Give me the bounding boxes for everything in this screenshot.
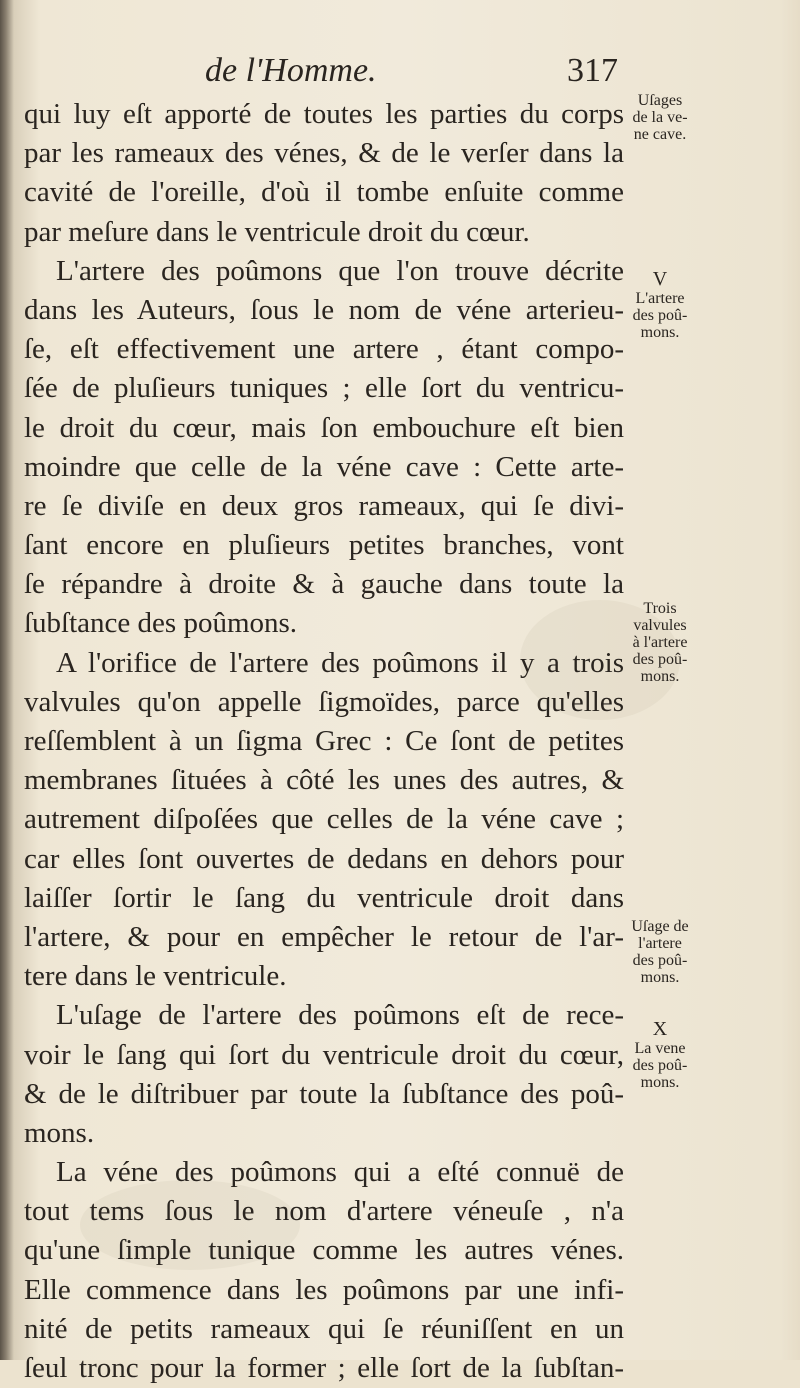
text-line: ſe, eſt effectivement une artere , étant compo- xyxy=(24,333,624,366)
margin-note-line: des poû- xyxy=(632,952,688,969)
text-line: ſeul tronc pour la former ; elle ſort de la ſubſtan- xyxy=(24,1352,624,1384)
text-line: A l'orifice de l'artere des poûmons il y a trois xyxy=(56,646,624,679)
page-number: 317 xyxy=(567,52,618,89)
margin-note-line: ne cave. xyxy=(633,126,687,143)
text-line: moindre que celle de la véne cave : Cette arte- xyxy=(24,450,624,483)
margin-note-line: des poû- xyxy=(632,651,688,668)
margin-note-line: Uſage de xyxy=(631,918,689,935)
text-line: tout tems ſous le nom d'artere véneuſe , n'a xyxy=(24,1195,624,1228)
margin-note-line: mons. xyxy=(640,324,680,341)
text-line: qu'une ſimple tunique comme les autres vénes. xyxy=(24,1234,624,1267)
text-line: autrement diſpoſées que celles de la véne cave ; xyxy=(24,803,624,836)
margin-note-line: Uſages xyxy=(637,92,683,109)
running-head: de l'Homme. xyxy=(205,52,377,89)
text-line: & de le diſtribuer par toute la ſubſtance des poû- xyxy=(24,1077,624,1110)
text-line: Elle commence dans les poûmons par une infi- xyxy=(24,1273,624,1306)
margin-note-line: l'artere xyxy=(638,935,682,952)
text-line: L'uſage de l'artere des poûmons eſt de rece- xyxy=(56,999,624,1032)
text-line: ſant encore en pluſieurs petites branches, vont xyxy=(24,529,624,562)
text-line: ſubſtance des poûmons. xyxy=(24,607,298,640)
text-line: ſe répandre à droite & à gauche dans toute la xyxy=(24,568,624,601)
text-line: membranes ſituées à côté les unes des autres, & xyxy=(24,764,624,797)
text-line: qui luy eſt apporté de toutes les parties du corps xyxy=(24,98,624,130)
margin-note-usage-artere xyxy=(625,918,695,986)
text-line: reſſemblent à un ſigma Grec : Ce ſont de petites xyxy=(24,725,624,757)
text-line: tere dans le ventricule. xyxy=(24,960,287,993)
margin-note-line: des poû- xyxy=(632,307,688,324)
margin-note-vene-poumons xyxy=(625,1018,695,1091)
text-line: car elles ſont ouvertes de dedans en dehors pour xyxy=(24,842,624,875)
text-line: l'artere, & pour en empêcher le retour de l'ar- xyxy=(24,920,624,953)
margin-note-line: à l'artere xyxy=(632,634,688,651)
text-line: voir le ſang qui ſort du ventricule droit du cœur, xyxy=(24,1038,624,1071)
text-line: par meſure dans le ventricule droit du cœur. xyxy=(24,215,530,248)
margin-note-trois-valvules xyxy=(625,600,695,685)
margin-note-line: La vene xyxy=(634,1040,686,1057)
text-line: par les rameaux des vénes, & de le verſer dans la xyxy=(24,137,624,170)
margin-note-line: mons. xyxy=(640,668,680,685)
text-line: mons. xyxy=(24,1116,95,1149)
margin-note-line: mons. xyxy=(640,969,680,986)
margin-note-line: des poû- xyxy=(632,1057,688,1074)
text-line: ſée de pluſieurs tuniques ; elle ſort du ventricu- xyxy=(24,372,624,405)
text-line: dans les Auteurs, ſous le nom de véne arterieu- xyxy=(24,293,624,326)
text-line: L'artere des poûmons que l'on trouve décrite xyxy=(56,254,624,287)
margin-note-usages-vene-cave xyxy=(625,92,695,143)
text-line: cavité de l'oreille, d'où il tombe enſuite comme xyxy=(24,176,624,209)
margin-note-line: de la ve- xyxy=(632,109,688,126)
margin-note-numeral: V xyxy=(652,268,668,290)
margin-note-numeral: X xyxy=(652,1018,668,1040)
margin-note-line: L'artere xyxy=(635,290,685,307)
margin-note-artere-poumons xyxy=(625,268,695,341)
margin-note-line: valvules xyxy=(633,617,687,634)
text-line: re ſe diviſe en deux gros rameaux, qui ſe divi- xyxy=(24,489,624,522)
text-line: le droit du cœur, mais ſon embouchure eſt bien xyxy=(24,411,624,444)
text-line: valvules qu'on appelle ſigmoïdes, parce qu'elles xyxy=(24,685,624,718)
margin-note-line: Trois xyxy=(643,600,677,617)
margin-note-line: mons. xyxy=(640,1074,680,1091)
body-text xyxy=(24,95,624,1388)
text-line: La véne des poûmons qui a eſté connuë de xyxy=(56,1156,624,1189)
text-line: laiſſer ſortir le ſang du ventricule droit dans xyxy=(24,881,624,914)
text-line: nité de petits rameaux qui ſe réuniſſent en un xyxy=(24,1312,624,1345)
